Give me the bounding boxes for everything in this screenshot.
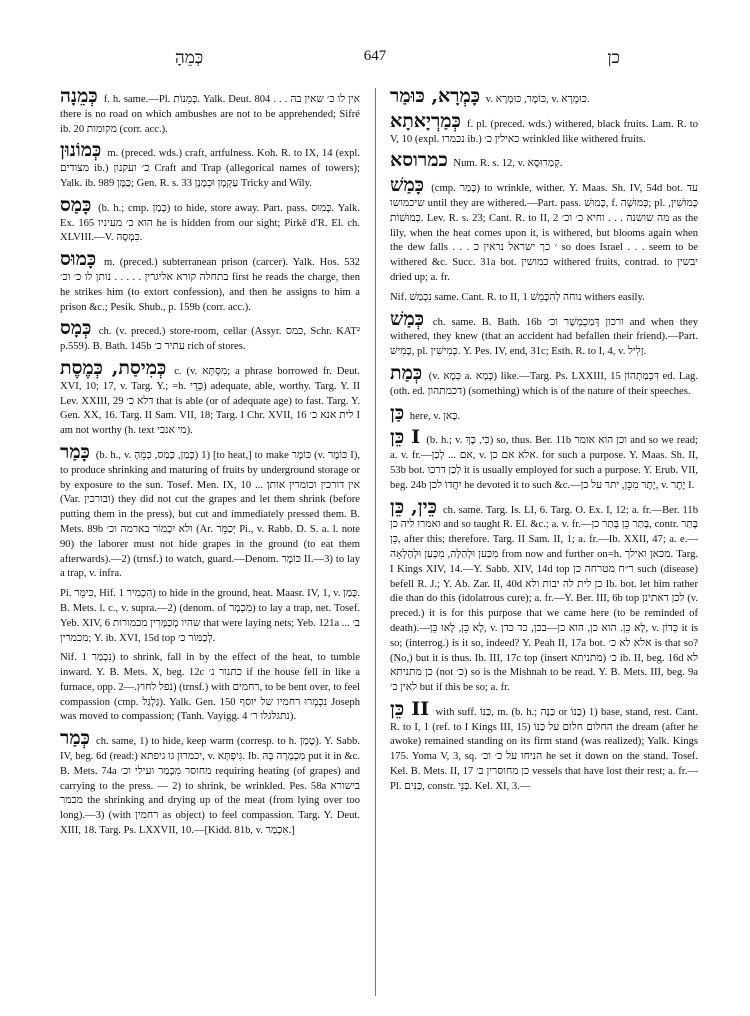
dictionary-entry — [60, 88, 360, 137]
dictionary-entry — [60, 440, 360, 582]
entry-headword: כֵּן II — [390, 697, 430, 720]
right-column — [390, 88, 698, 996]
dictionary-entry — [60, 317, 360, 355]
entry-headword: כֵּן I — [390, 426, 421, 449]
entry-headword: כַּן — [390, 401, 405, 424]
dictionary-entry — [390, 426, 698, 493]
entry-definition: f. h. same.—Pl. כְּמֵנוֹת. Yalk. Deut. 804 . . . אין לו כ׳ שאין בה there is no road on which ambushes are not to be apprehended; Sifré ib. 20 מקומות (corr. acc.). — [60, 94, 360, 135]
page-header — [95, 48, 655, 70]
entry-headword: כְּמַת — [390, 361, 423, 384]
entry-headword: כָּמַס — [60, 193, 92, 216]
entry-definition: Pi. כִּימֵּר, Hif. הִכְמִיר 1) to hide in the ground, heat. Maasr. IV, 1, v. כָּמַן. B. Mets. l. c., v. supra.—2) (denom. of מִכְמָר) to lay a trap, net. Tosef. Yeb. XIV, 6 שהיו מְכַמְּרִין מכמורות that were laying nets; Yeb. 121a ... ב׳ מכמרין; Y. ib. XVI, 15d top לְכַמּוֹר כ׳. — [60, 588, 360, 644]
entry-headword: כְּמַר — [60, 727, 90, 750]
dictionary-entry — [390, 697, 698, 795]
entry-definition: c. (v. מִסְתָּא; a phrase borrowed fr. Deut. XVI, 10; 17, v. Targ. Y.; =h. כְּדֵי) adequate, able, worthy. Targ. Y. II Lev. XXIII, 29 דלא כ׳ that is able (or of adequate age) to fast. Targ. Y. Gen. XX, 16. Targ. II Sam. VII, 18; Targ. I Chr. XVII, 16 לית אנא כ׳ I am not worthy (h. text מי אנכי). — [60, 365, 360, 437]
dictionary-entry — [60, 587, 360, 646]
left-column — [60, 88, 360, 996]
entry-headword: כמרוסא — [390, 149, 448, 172]
entry-definition: m. (preced. wds.) craft, artfulness. Koh. R. to IX, 14 (expl. מצודים ib.) כ׳ ועקנון Craft and Trap (allegorical names of towers); Yalk. ib. 989 כַּמָּן; Gen. R. s. 33 עַקְמָן וּכְמָנָן Tricky and Wily. — [60, 148, 360, 189]
running-head-right: כן — [607, 48, 620, 67]
entry-definition: ch. same. B. Bath. 16b ורכון דְּמַכְמְשָׁר וכ׳ and when they withered, they knew (that an accident had befallen their friend).—Part. כָּמִישׁ, pl. כְּמִישִׁין. Y. Pes. IV, end, 31c; Esth. R. to I, 4, v. זָלִיל. — [390, 316, 698, 358]
entry-headword: כְּמוֹנוּן — [60, 139, 102, 162]
entry-headword: כֵּין, כֵּן — [390, 495, 437, 518]
column-divider — [375, 88, 376, 996]
dictionary-entry — [390, 291, 698, 306]
entry-definition: f. pl. (preced. wds.) withered, black fruits. Lam. R. to V, 10 (expl. נכמרו ib.) כאילין כ׳ wrinkled like withered fruits. — [390, 118, 698, 145]
dictionary-entry — [60, 727, 360, 839]
dictionary-entry — [390, 149, 698, 172]
entry-headword: כְּמִיסַת, כְּמֶסֶת — [60, 356, 167, 379]
entry-headword: כְּמַרְיָאתָא — [390, 109, 461, 132]
dictionary-entry — [390, 495, 698, 696]
running-head-left: כְּמֵהָ — [175, 48, 204, 67]
entry-definition: v. כּוֹמֶר, כּוּמְרָא, v. כּוּמְרָא. — [485, 94, 590, 105]
entry-definition: (b. h.; v. כִּי, כָּךְ) so, thus. Ber. 11b וכן הוא אומר and so we read; a. v. fr.—אם ... לְכַן, v. אלא אם כן. for such a purpose. Y. Maas. Sh. II, 53b bot. לְכַן דרכו it is usually employed for such a purpose. Y. Erub. VII, beg. 24b יִחֲדוֹ לכן he devoted it to such &c.—יֶתֶר מִכֵּן, יתר על כן, v. יֶתֶר I. — [390, 435, 698, 491]
dictionary-entry — [390, 401, 698, 425]
entry-definition: ch. same. Targ. Is. LI, 6. Targ. O. Ex. I, 12; a. fr.—Ber. 11b ואמרו ליה כן and so taught R. El. &c.; a. v. fr.—בָּתַר כֵּן בָּתַר כן, contr. בָּתַר כֵּן, after this; therefore. Targ. II Sam. II, 1; a. fr.—Ib. XXII, 47; a. e.—מִכַּען וּלְהַלָּה, מִכְּעַן וּלְהָלְאָה from now and further on=h. מכאן ואילך. Targ. I Kings XIV, 14.—Y. Sabb. XIV, 14d top ר״ח מטרחה כן such (disease) befell R. J.; Y. Ab. Zar. II, 40d כן לית לה יבות ולא Ib. bot. let him rather die than do this (idolatrous cure); a. fr.—Y. Ber. III, 6b top לכן דאתינן (v. preced.) it is for this purpose that we came here (to be reminded of death).—לָא כֵּן, לָאו כֵּן, v. לָא כֵּן. הוא כן, הוא כן—בכן, כד כדן, v. כְּדוֹן it is so; (interrog.) is it so, indeed? Y. Peah II, 17a bot. אלא לא כ׳ is that so? (No,) but it is thus. Ib. III, 17c top (insert מתניתא) כ׳ ib. II, beg. 16d לא כן מתניתא (not כ׳) so is the Mishnah to be read. Y. B. Mets. III, beg. 9a לאין כ׳ but if this be so; a. fr. — [390, 504, 698, 694]
entry-definition: Nif. נִכְמַר 1) to shrink, fall in by the effect of the heat, to tumble inward. Y. B. Mets. X, beg. 12c כתנור נ׳ if the house fell in like a furnace, opp. נפל לחוץ.—2) (trnsf.) with רחמים, to be bent over, to feel compassion (cmp. גַּלְגַּל). Yalk. Gen. 150 נִכְמְרוּ רחמיו של יוסף Joseph was moved to compassion; (Tanh. Vayigg. 4 נתגלגלו ר׳). — [60, 652, 360, 723]
dictionary-entry — [390, 361, 698, 400]
entry-headword: כָּמְרָא, כּוּמַר — [390, 88, 481, 107]
entry-definition: here, v. כָּאן. — [409, 410, 461, 422]
entry-definition: m. (preced.) subterranean prison (carcer). Yalk. Hos. 532 בתחלה קורא אליגרין . . . . . נותן לו כ׳ וכ׳ first he reads the charge, then he strikes him (to extort confession), and then he assigns to him a prison &c.; Pesik. Shub., p. 159b (corr. acc.). — [60, 257, 360, 313]
dictionary-entry — [60, 651, 360, 725]
dictionary-entry — [60, 139, 360, 191]
entry-definition: (cmp. כָּמַר) to wrinkle, wither. Y. Maas. Sh. IV, 54d bot. עד שיכמושו until they are withered.—Part. pass. כָּמוּשׁ, f. כְּמוּשָׁה; pl. כְּמוּשִׁין, כְּמוּשׁוֹת. Lev. R. s. 23; Cant. R. to II, 2 מה שושנה . . . וחיא כ׳ וכ׳ as the lily, when the heat comes upon it, is withered, but blooms again when the dew falls . . . ׳ כך ישראל נראין כ so does Israel . . . seem to be withered &c. Succ. 31a bot. כמושין withered fruits, contrad. to יבשין dried up; a. fr. — [390, 183, 698, 283]
entry-headword: כְּמֵנָה — [60, 88, 98, 107]
entry-definition: ch. same, 1) to hide, keep warm (corresp. to h. טָמַן). Y. Sabb. IV, beg. 6d (read:) יכמרוּן גו גיפתא, v. גִּיפְתָּא. Ib. מִכְמְרָה בָּהּ put it in &c. B. Mets. 74a מחוסר מִכְמַר ועילי וכ׳ requiring heating (of grapes) and carrying to the press. — 2) to shrink, be wrinkled. Pes. 58a בישורא מכמר the shrinking and drying up of the meat (from lying over too long).—3) (with רחמין as object) to feel compassion. Targ. Y. Deut. XIII, 18. Targ. Ps. LXXVII, 10.—[Kidd. 81b, v. אִכְמַר.] — [60, 736, 360, 837]
entry-definition: (b. h., v. כָּמַן, כָּמַס, כְּמֵהָ) 1) [to heat,] to make כּוֹמֶר (v. כּוֹמֶר I), to produce shrinking and maturing of fruits by underground storage or by exposure to the sun. Tosef. Men. IX, 10 ... אין דורכין וכומרין אותן (Var. ובורכין) they did not cut the grapes and let them shrink (before putting them in the press), but cut and immediately pressed them. B. Mets. 89b ולא יִכְמוֹר בארמה וכ׳ (Ar. יְכַמֵּר Pi., v. Rabb. D. S. a. l. note 90) the laborer must not hide grapes in the ground (to eat them afterwards).—2) (trnsf.) to watch, guard.—Denom. כּוֹמֶר II.—3) to lay a trap, v. infra. — [60, 449, 360, 580]
entry-headword: כְּמָס — [60, 317, 92, 340]
entry-headword: כָּמַר — [60, 440, 90, 463]
entry-definition: with suff. כַּנּוֹ, m. (b. h.; כַּנָּה or כַּנּוֹ) 1) base, stand, rest. Cant. R. to I, 1 (ref. to I Kings III, 15) החלום חלום על כַּנּוֹ the dream (after he awoke) remained standing on its firm stand (was realized); Yalk. Kings 175. Yoma V, 3, sq. הניחו על כ׳ וכ׳ he set it down on the stand. Tosef. Kel. B. Mets. II, 17 כן מחוסרין כ׳ vessels that have lost their rest; a. fr.—Pl. כַּנִּים, constr. כַּנֵּי. Kel. XI, 3.— — [390, 706, 698, 792]
dictionary-entry — [60, 356, 360, 439]
entry-definition: ch. (v. preced.) store-room, cellar (Assyr. כמס, Schr. KAT² p.559). B. Bath. 145b עתיר כ׳ rich of stores. — [60, 326, 360, 353]
entry-headword: כְּמַשׁ — [390, 307, 425, 330]
entry-headword: כָּמוּס — [60, 248, 97, 271]
entry-definition: Num. R. s. 12, v. קְמַרוּסָא. — [453, 158, 563, 170]
entry-definition: Nif. נִכְמַשׁ same. Cant. R. to II, 1 נוחה לְהִכָּמֵשׁ withers easily. — [390, 291, 645, 303]
dictionary-entry — [390, 88, 698, 108]
dictionary-entry — [60, 248, 360, 315]
entry-definition: (b. h.; cmp. כָּמַן) to hide, store away. Part. pass. כָּמוּס. Yalk. Ex. 165 הוא כ׳ מעיניו he is hidden from our sight; Pirkê d'R. El. ch. XLVIII.—V. כִּמְסָה. — [60, 202, 360, 244]
entry-definition: (v. כְּמָא a. כְּמָא) like.—Targ. Ps. LXXIII, 15 דִּכְמַתְהוֹן ed. Lag. (oth. ed. דכמתהון) (something) which is of the nature of their speeches. — [390, 370, 698, 397]
entry-headword: כָּמַשׁ — [390, 174, 425, 197]
dictionary-entry — [390, 307, 698, 360]
dictionary-entry — [390, 174, 698, 286]
dictionary-entry — [60, 193, 360, 246]
page-number: 647 — [363, 48, 387, 64]
dictionary-entry — [390, 109, 698, 148]
